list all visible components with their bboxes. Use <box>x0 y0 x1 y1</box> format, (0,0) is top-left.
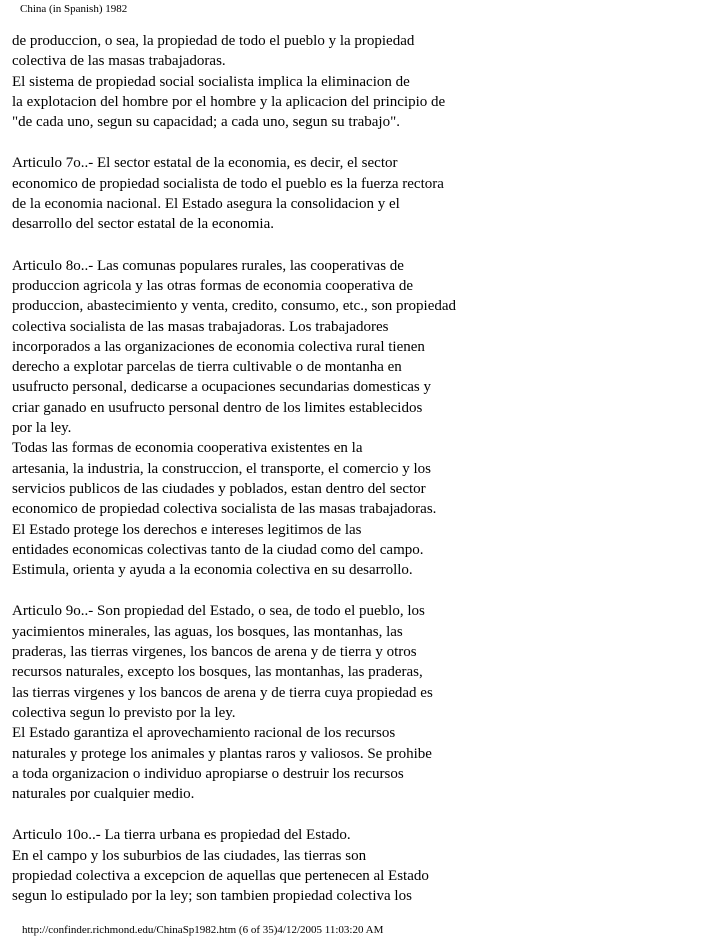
text-line: economico de propiedad socialista de todo el pueblo es la fuerza rectora <box>12 175 444 192</box>
text-line: En el campo y los suburbios de las ciudades, las tierras son <box>12 847 367 864</box>
paragraph-articulo-7 <box>12 153 722 234</box>
document-body <box>12 31 722 928</box>
text-line: incorporados a las organizaciones de economia colectiva rural tienen <box>12 338 425 355</box>
text-line: desarrollo del sector estatal de la economia. <box>12 216 274 233</box>
text-line: El Estado garantiza el aprovechamiento racional de los recursos <box>12 725 396 742</box>
page-header-title: China (in Spanish) 1982 <box>20 3 128 15</box>
paragraph-articulo-9 <box>12 601 722 804</box>
page-footer-url: http://confinder.richmond.edu/ChinaSp1982.htm (6 of 35)4/12/2005 11:03:20 AM <box>22 924 384 936</box>
text-line: Articulo 10o..- La tierra urbana es propiedad del Estado. <box>12 827 351 844</box>
text-line: derecho a explotar parcelas de tierra cultivable o de montanha en <box>12 359 402 376</box>
text-line: propiedad colectiva a excepcion de aquellas que pertenecen al Estado <box>12 867 429 884</box>
text-line: El sistema de propiedad social socialista implica la eliminacion de <box>12 73 410 90</box>
text-line: de produccion, o sea, la propiedad de todo el pueblo y la propiedad <box>12 33 415 49</box>
text-line: Todas las formas de economia cooperativa existentes en la <box>12 440 363 457</box>
text-line: por la ley. <box>12 420 72 437</box>
text-line: produccion, abastecimiento y venta, credito, consumo, etc., son propiedad <box>12 298 457 315</box>
text-line: Articulo 8o..- Las comunas populares rurales, las cooperativas de <box>12 257 404 274</box>
text-line: colectiva segun lo previsto por la ley. <box>12 704 236 721</box>
text-line: praderas, las tierras virgenes, los bancos de arena y de tierra y otros <box>12 644 417 661</box>
text-line: yacimientos minerales, las aguas, los bosques, las montanhas, las <box>12 623 403 640</box>
text-line: colectiva de las masas trabajadoras. <box>12 53 226 70</box>
paragraph-articulo-8 <box>12 256 722 581</box>
text-line: de la economia nacional. El Estado asegura la consolidacion y el <box>12 196 400 213</box>
text-line: Articulo 9o..- Son propiedad del Estado, o sea, de todo el pueblo, los <box>12 603 425 620</box>
text-line: servicios publicos de las ciudades y poblados, estan dentro del sector <box>12 480 426 497</box>
text-line: naturales y protege los animales y plantas raros y valiosos. Se prohibe <box>12 745 432 762</box>
paragraph-continuation <box>12 31 722 132</box>
text-line: colectiva socialista de las masas trabajadoras. Los trabajadores <box>12 318 389 335</box>
paragraph-articulo-10 <box>12 825 722 906</box>
text-line: a toda organizacion o individuo apropiarse o destruir los recursos <box>12 765 404 782</box>
text-line: criar ganado en usufructo personal dentro de los limites establecidos <box>12 399 423 416</box>
text-line: produccion agricola y las otras formas de economia cooperativa de <box>12 277 414 294</box>
text-line: "de cada uno, segun su capacidad; a cada uno, segun su trabajo". <box>12 114 400 131</box>
text-line: recursos naturales, excepto los bosques, las montanhas, las praderas, <box>12 664 423 681</box>
text-line: Articulo 7o..- El sector estatal de la economia, es decir, el sector <box>12 155 398 172</box>
text-line: usufructo personal, dedicarse a ocupaciones secundarias domesticas y <box>12 379 432 396</box>
text-line: las tierras virgenes y los bancos de arena y de tierra cuya propiedad es <box>12 684 433 701</box>
text-line: artesania, la industria, la construccion, el transporte, el comercio y los <box>12 460 432 477</box>
text-line: segun lo estipulado por la ley; son tambien propiedad colectiva los <box>12 888 412 905</box>
text-line: naturales por cualquier medio. <box>12 786 195 803</box>
text-line: economico de propiedad colectiva socialista de las masas trabajadoras. <box>12 501 437 518</box>
text-line: la explotacion del hombre por el hombre y la aplicacion del principio de <box>12 93 446 110</box>
text-line: Estimula, orienta y ayuda a la economia colectiva en su desarrollo. <box>12 562 413 579</box>
text-line: El Estado protege los derechos e intereses legitimos de las <box>12 521 362 538</box>
text-line: entidades economicas colectivas tanto de la ciudad como del campo. <box>12 541 424 558</box>
